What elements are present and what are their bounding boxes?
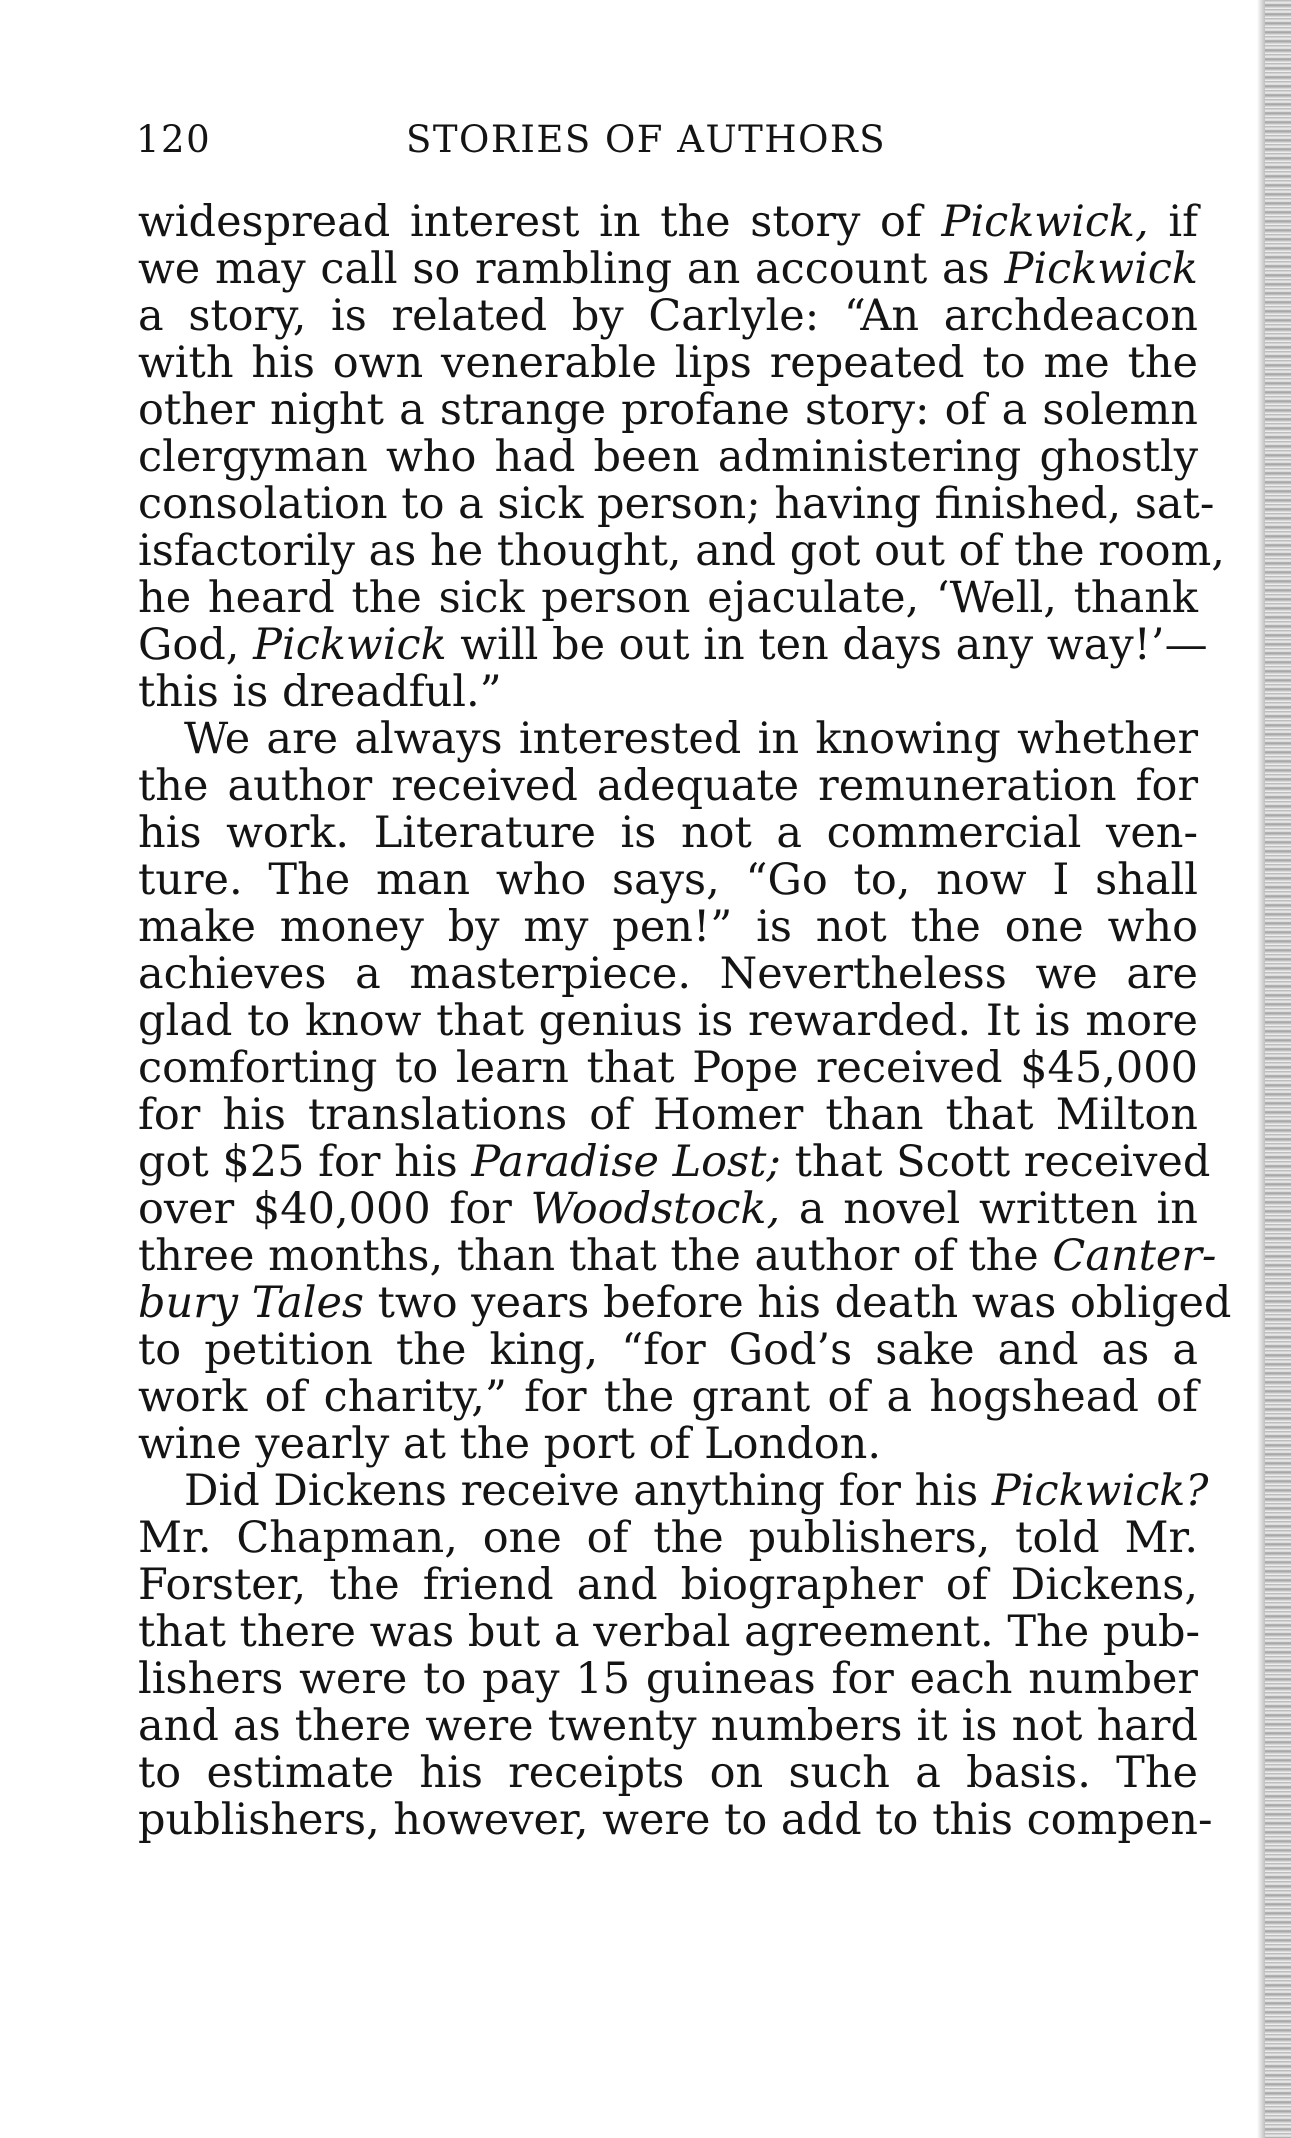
text-run: two years before his death was obliged	[363, 1278, 1232, 1328]
text-line	[138, 1795, 1213, 1845]
text-line	[138, 904, 1198, 951]
text-run: achieves a masterpiece. Nevertheless we are	[138, 949, 1198, 999]
text-line	[138, 293, 1198, 340]
italic-text: Paradise Lost;	[471, 1137, 781, 1187]
text-run: he heard the sick person ejaculate, ‘Well, thank	[138, 573, 1198, 623]
text-run: a story, is related by Carlyle: “An archdeacon	[138, 291, 1198, 341]
text-run: lishers were to pay 15 guineas for each number	[138, 1654, 1198, 1704]
text-line	[138, 763, 1198, 810]
text-line	[138, 1137, 1211, 1187]
text-line	[138, 1374, 1198, 1421]
text-line	[138, 1327, 1198, 1374]
text-line	[138, 387, 1198, 434]
text-line	[138, 1421, 1198, 1468]
text-line	[138, 1186, 1198, 1233]
text-run: the author received adequate remuneration for	[138, 761, 1198, 811]
text-line	[138, 434, 1198, 481]
text-run: got $25 for his	[138, 1137, 472, 1187]
italic-text: Pickwick?	[991, 1466, 1209, 1516]
italic-text: bury Tales	[138, 1278, 364, 1328]
text-line	[138, 479, 1215, 529]
text-line	[138, 1515, 1198, 1562]
page-number: 120	[136, 118, 212, 161]
text-run: this is dreadful.”	[138, 667, 502, 717]
text-line	[138, 951, 1198, 998]
text-run: isfactorily as he thought, and got out of the room,	[138, 526, 1225, 576]
text-line	[138, 1278, 1232, 1328]
text-run: We are always interested in knowing whether	[184, 714, 1198, 764]
text-run: Mr. Chapman, one of the publishers, told Mr.	[138, 1513, 1198, 1563]
text-run: make money by my pen!” is not the one who	[138, 902, 1198, 952]
text-run: with his own venerable lips repeated to me the	[138, 338, 1198, 388]
italic-text: Pickwick	[253, 620, 447, 670]
text-line	[138, 716, 1198, 763]
text-run: three months, than that the author of the	[138, 1231, 1053, 1281]
text-line	[138, 1092, 1198, 1139]
text-line	[138, 810, 1198, 857]
text-run: Forster, the friend and biographer of Dickens,	[138, 1560, 1198, 1610]
text-line	[138, 857, 1198, 904]
text-line	[138, 1656, 1198, 1703]
text-run: a novel written in	[780, 1184, 1198, 1234]
text-run: consolation to a sick person; having finished, sat-	[138, 479, 1215, 529]
page-header	[136, 118, 1198, 178]
text-run: work of charity,” for the grant of a hogshead of	[138, 1372, 1198, 1422]
italic-text: Pickwick	[1004, 244, 1198, 294]
text-line	[138, 340, 1198, 387]
text-run: ture. The man who says, “Go to, now I shall	[138, 855, 1198, 905]
text-line	[138, 620, 1208, 670]
text-run: to petition the king, “for God’s sake and as a	[138, 1325, 1198, 1375]
text-line	[138, 575, 1198, 622]
page-edge-shadow	[1257, 0, 1265, 2138]
text-run: clergyman who had been administering ghostly	[138, 432, 1198, 482]
text-run: publishers, however, were to add to this compen-	[138, 1795, 1213, 1845]
text-line	[138, 1703, 1198, 1750]
text-run: Did Dickens receive anything for his	[184, 1466, 992, 1516]
italic-text: Canter-	[1052, 1231, 1217, 1281]
text-run: over $40,000 for	[138, 1184, 531, 1234]
text-line	[138, 1466, 1209, 1516]
text-line	[138, 1750, 1198, 1797]
text-line	[138, 199, 1198, 246]
text-run: if	[1148, 197, 1198, 247]
text-line	[138, 1045, 1198, 1092]
text-run: wine yearly at the port of London.	[138, 1419, 881, 1469]
text-run: other night a strange profane story: of a solemn	[138, 385, 1198, 435]
text-line	[138, 998, 1198, 1045]
text-run: that there was but a verbal agreement. The pub-	[138, 1607, 1201, 1657]
text-run: and as there were twenty numbers it is not hard	[138, 1701, 1198, 1751]
text-line	[138, 1562, 1198, 1609]
text-run: for his translations of Homer than that Milton	[138, 1090, 1198, 1140]
text-run: God,	[138, 620, 254, 670]
text-run: widespread interest in the story of	[138, 197, 942, 247]
text-line	[138, 246, 1198, 293]
running-head: STORIES OF AUTHORS	[406, 118, 887, 161]
text-run: we may call so rambling an account as	[138, 244, 1005, 294]
text-run: his work. Literature is not a commercial ven-	[138, 808, 1198, 858]
body-text	[138, 197, 1232, 1845]
text-run: glad to know that genius is rewarded. It is more	[138, 996, 1198, 1046]
text-line	[138, 669, 1198, 716]
text-run: comforting to learn that Pope received $45,000	[138, 1043, 1198, 1093]
page-edge	[1265, 0, 1291, 2138]
text-line	[138, 1231, 1217, 1281]
italic-text: Pickwick,	[941, 197, 1149, 247]
italic-text: Woodstock,	[530, 1184, 781, 1234]
text-run: to estimate his receipts on such a basis. The	[138, 1748, 1198, 1798]
text-line	[138, 1607, 1201, 1657]
text-run: that Scott received	[780, 1137, 1211, 1187]
text-run: will be out in ten days any way!’—	[446, 620, 1208, 670]
text-line	[138, 526, 1225, 576]
